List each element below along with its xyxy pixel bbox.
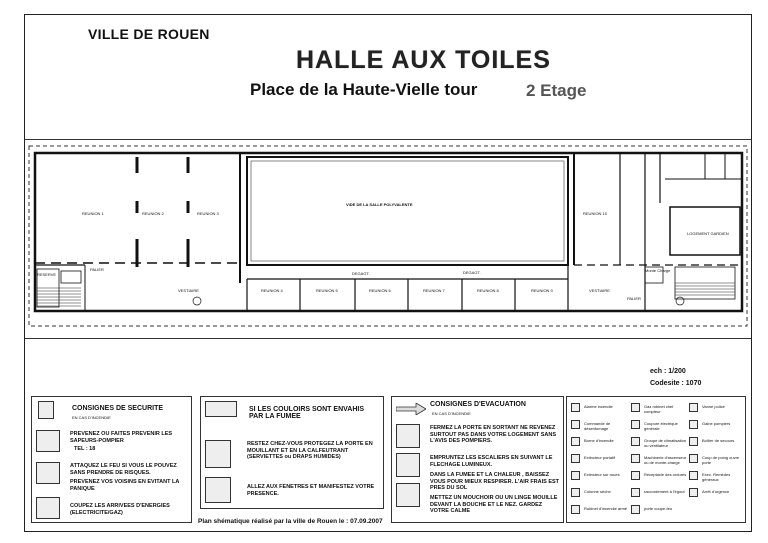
room-palier-left: PALIER (90, 267, 104, 272)
closing-door-icon (396, 424, 420, 448)
room-reunion-3: REUNION 3 (197, 211, 219, 216)
legend-symbol-icon (689, 454, 698, 463)
legend-symbol-icon (571, 420, 580, 429)
legend-symbol-icon (631, 488, 640, 497)
flame-icon (38, 401, 54, 419)
securite-tel: TEL : 18 (74, 446, 96, 452)
header-divider (25, 139, 751, 140)
room-logement-gardien: LOGEMENT GARDIEN (687, 231, 729, 236)
smoke-icon (205, 401, 237, 417)
securite-title: CONSIGNES DE SECURITE (72, 405, 164, 412)
legend-symbol-icon (631, 420, 640, 429)
evacuation-item-3: DANS LA FUMEE ET LA CHALEUR , BAISSEZ VOUS POUR MIEUX RESPIRER. L'AIR FRAIS EST PRES DU SOL (430, 472, 560, 491)
legend-label: Gaz robinet chef compteur (644, 404, 674, 414)
phone-icon (36, 430, 60, 452)
legend-symbol-icon (689, 488, 698, 497)
legend-label: Coupure électrique générale (644, 421, 678, 431)
evacuation-panel (391, 396, 564, 523)
room-palier-right: PALIER (627, 296, 641, 301)
room-reunion-2: REUNION 2 (142, 211, 164, 216)
arrow-icon (396, 403, 426, 415)
window-icon (205, 477, 231, 503)
securite-item-1: PREVENEZ OU FAITES PREVENIR LES SAPEURS-POMPIER (70, 431, 173, 444)
room-reunion-4: REUNION 4 (261, 288, 283, 293)
legend-label: raccordement à l'égout (644, 489, 685, 494)
crawling-person-icon (396, 483, 420, 507)
legend-panel (566, 396, 746, 523)
footer-note: Plan shématique réalisé par la ville de Rouen le : 07.09.2007 (198, 518, 383, 525)
legend-label: Commande de désenfumage (584, 421, 611, 431)
legend-label: Gaine pompiers (702, 421, 731, 426)
floor-plan (25, 143, 751, 333)
legend-label: Alarme incendie (584, 404, 613, 409)
room-reunion-1: REUNION 1 (82, 211, 104, 216)
fumee-title: SI LES COULOIRS SONT ENVAHIS PAR LA FUMEE (249, 406, 364, 420)
energy-shutoff-icon (36, 497, 60, 519)
room-reunion-9: REUNION 9 (531, 288, 553, 293)
legend-symbol-icon (631, 454, 640, 463)
fumee-item-1: RESTEZ CHEZ-VOUS PROTEGEZ LA PORTE EN MOUILLANT ET EN LA CALFEUTRANT (SERVIETTES ou DRAPS HUMIDES) (247, 441, 373, 460)
legend-label: Robinet d'incendie armé (584, 506, 628, 511)
extinguisher-person-icon (36, 462, 60, 484)
legend-label: Groupe de climatisation ou ventilateur (644, 438, 687, 448)
legend-symbol-icon (571, 471, 580, 480)
legend-symbol-icon (571, 454, 580, 463)
evacuation-title: CONSIGNES D'EVACUATION (430, 401, 526, 408)
legend-label: Boîtier de secours (702, 438, 735, 443)
evacuation-item-2: EMPRUNTEZ LES ESCALIERS EN SUIVANT LE FLECHAGE LUMINEUX. (430, 455, 553, 468)
city-name: VILLE DE ROUEN (88, 26, 210, 42)
room-reunion-5: REUNION 5 (316, 288, 338, 293)
stairs-icon (396, 453, 420, 477)
legend-label: Extincteur portatif (584, 455, 616, 460)
legend-label: Vanne police (702, 404, 725, 409)
room-reunion-7: REUNION 7 (423, 288, 445, 293)
legend-symbol-icon (689, 420, 698, 429)
evacuation-item-1: FERMEZ LA PORTE EN SORTANT NE REVENEZ SURTOUT PAS DANS VOTRE LOGEMENT SANS L'AVIS DES POMPIERS. (430, 425, 557, 444)
room-reserve: RESERVE (37, 272, 57, 277)
scale-ratio: ech : 1/200 (650, 368, 686, 375)
securite-item-2b: PREVENEZ VOS VOISINS EN EVITANT LA PANIQUE (70, 479, 180, 492)
room-reunion-8: REUNION 8 (477, 288, 499, 293)
room-vestiaire-right: VESTIAIRE (589, 288, 610, 293)
legend-symbol-icon (689, 403, 698, 412)
legend-symbol-icon (571, 437, 580, 446)
securite-item-3: COUPEZ LES ARRIVEES D'ENERGIES (ELECTRICITE/GAZ) (70, 503, 170, 516)
floor-label: 2 Etage (526, 81, 587, 100)
room-vestiaire-left: VESTIAIRE (178, 288, 199, 293)
legend-symbol-icon (631, 437, 640, 446)
room-degagement-left: DEGAGT. (352, 271, 370, 276)
codesite: Codesite : 1070 (650, 380, 702, 387)
address: Place de la Haute-Vielle tour (250, 80, 478, 99)
evacuation-item-4: METTEZ UN MOUCHOIR OU UN LINGE MOUILLE DEVANT LA BOUCHE ET LE NEZ. GARDEZ VOTRE CALME (430, 495, 558, 514)
scale-info (650, 366, 701, 390)
legend-symbol-icon (689, 471, 698, 480)
room-degagement-right: DEGAGT. (463, 270, 481, 275)
securite-subtitle: EN CAS D'INCENDIE (72, 415, 111, 420)
plan-divider (25, 338, 751, 339)
legend-symbol-icon (631, 403, 640, 412)
legend-label: Machinerie d'ascenseur ou de monte-charge (644, 455, 687, 465)
room-reunion-6: REUNION 6 (369, 288, 391, 293)
evacuation-subtitle: EN CAS D'INCENDIE (432, 411, 471, 416)
securite-panel (31, 396, 192, 523)
door-icon (205, 440, 231, 468)
room-salle-polyvalente: VIDE DE LA SALLE POLYVALENTE (346, 202, 413, 207)
legend-symbol-icon (631, 471, 640, 480)
legend-symbol-icon (689, 437, 698, 446)
legend-label: Arrêt d'urgence (702, 489, 730, 494)
securite-item-2a: ATTAQUEZ LE FEU SI VOUS LE POUVEZ SANS PRENDRE DE RISQUES. (70, 463, 177, 476)
salle-polyvalente-outline (247, 157, 568, 265)
fumee-item-2: ALLEZ AUX FENETRES ET MANIFESTEZ VOTRE PRESENCE. (247, 484, 375, 497)
legend-symbol-icon (631, 505, 640, 514)
legend-label: Extincteur sur roues (584, 472, 620, 477)
room-monte-charge: Monte Charge (645, 268, 671, 273)
room-reunion-10: REUNION 10 (583, 211, 608, 216)
legend-symbol-icon (571, 403, 580, 412)
fumee-panel (200, 396, 384, 509)
legend-symbol-icon (571, 488, 580, 497)
legend-label: Borne d'incendie (584, 438, 614, 443)
legend-label: Colonne sèche (584, 489, 611, 494)
legend-label: Coup de poing ouvre porte (702, 455, 740, 465)
legend-label: Exec. Remèdes généraux (702, 472, 731, 482)
legend-symbol-icon (571, 505, 580, 514)
legend-label: porte coupe-feu (644, 506, 673, 511)
legend-label: Réceptacle des ordures (644, 472, 687, 477)
building-title: HALLE AUX TOILES (296, 46, 551, 74)
